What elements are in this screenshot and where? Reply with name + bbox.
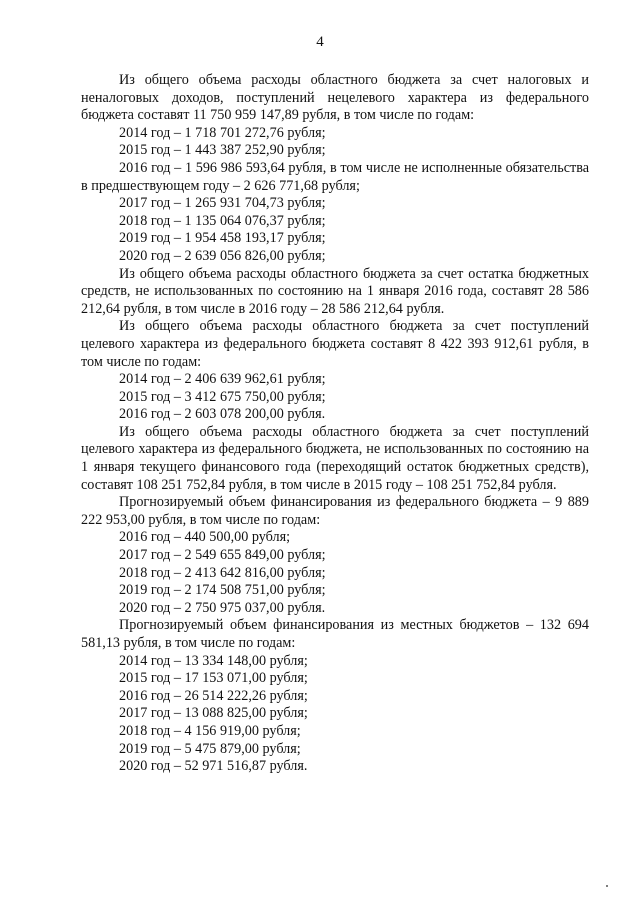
year-line: 2015 год – 17 153 071,00 рубля; xyxy=(119,670,308,687)
year-line: 2014 год – 1 718 701 272,76 рубля; xyxy=(119,124,326,141)
year-line: 2016 год – 2 603 078 200,00 рубля. xyxy=(119,406,326,423)
year-line: 2020 год – 52 971 516,87 рубля. xyxy=(119,758,308,775)
year-line: 2019 год – 5 475 879,00 рубля; xyxy=(119,740,301,757)
document-body xyxy=(81,72,589,776)
year-line: 2016 год – 26 514 222,26 рубля; xyxy=(119,687,308,704)
paragraph-federal-unused-balance: Из общего объема расходы областного бюджета за счет поступлений целевого характера из федерального бюджета, не использованных по состоянию на 1 января текущего финансового года (переходящий остаток бюджетных средств), составят 108 251 752,84 рубля, в том числе в 2015 году – 108 251 752,84 рубля. xyxy=(81,423,589,493)
year-line: 2015 год – 3 412 675 750,00 рубля; xyxy=(119,388,326,405)
year-line: 2019 год – 1 954 458 193,17 рубля; xyxy=(119,230,326,247)
year-line: 2020 год – 2 639 056 826,00 рубля; xyxy=(119,247,326,264)
paragraph-budget-balance-expenses: Из общего объема расходы областного бюджета за счет остатка бюджетных средств, не использованных по состоянию на 1 января 2016 года, составят 28 586 212,64 рубля, в том числе в 2016 году – 28 586 212,64 рубля. xyxy=(81,265,589,317)
scan-speck xyxy=(606,885,608,887)
year-line: 2016 год – 1 596 986 593,64 рубля, в том числе не исполненные обязательства в предшествующем году – 2 626 771,68 рубля; xyxy=(81,159,589,194)
paragraph-federal-forecast: Прогнозируемый объем финансирования из федерального бюджета – 9 889 222 953,00 рубля, в том числе по годам: xyxy=(81,494,589,528)
paragraph-local-forecast: Прогнозируемый объем финансирования из местных бюджетов – 132 694 581,13 рубля, в том числе по годам: xyxy=(81,617,589,651)
year-line: 2019 год – 2 174 508 751,00 рубля; xyxy=(119,582,326,599)
paragraph-tax-revenue-expenses: Из общего объема расходы областного бюджета за счет налоговых и неналоговых доходов, поступлений нецелевого характера из федерального бюджета составят 11 750 959 147,89 рубля, в том числе по годам: xyxy=(81,72,589,124)
year-line: 2017 год – 2 549 655 849,00 рубля; xyxy=(119,547,326,564)
year-line: 2017 год – 13 088 825,00 рубля; xyxy=(119,705,308,722)
year-line: 2014 год – 13 334 148,00 рубля; xyxy=(119,652,308,669)
year-line: 2018 год – 1 135 064 076,37 рубля; xyxy=(119,212,326,229)
year-line: 2014 год – 2 406 639 962,61 рубля; xyxy=(119,371,326,388)
year-line: 2018 год – 2 413 642 816,00 рубля; xyxy=(119,564,326,581)
page-number: 4 xyxy=(316,34,324,50)
year-line: 2016 год – 440 500,00 рубля; xyxy=(119,529,291,546)
paragraph-federal-targeted-expenses: Из общего объема расходы областного бюджета за счет поступлений целевого характера из федерального бюджета составят 8 422 393 912,61 рубля, в том числе по годам: xyxy=(81,318,589,370)
year-line: 2020 год – 2 750 975 037,00 рубля. xyxy=(119,599,326,616)
year-line: 2018 год – 4 156 919,00 рубля; xyxy=(119,722,301,739)
year-line: 2017 год – 1 265 931 704,73 рубля; xyxy=(119,195,326,212)
year-line: 2015 год – 1 443 387 252,90 рубля; xyxy=(119,142,326,159)
